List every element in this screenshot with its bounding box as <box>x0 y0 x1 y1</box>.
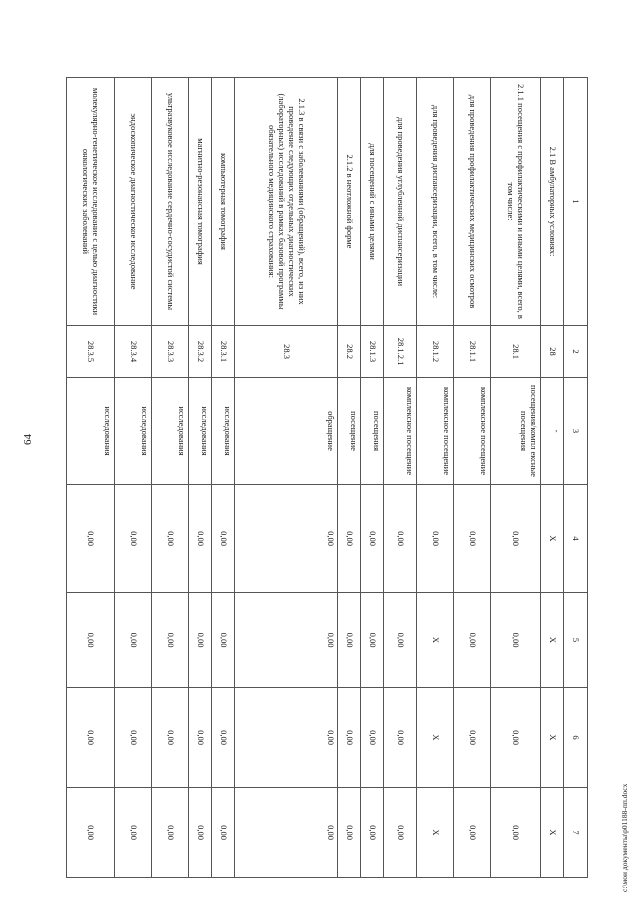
table-cell: исследования <box>152 378 189 485</box>
table-cell: 0,00 <box>491 593 541 688</box>
table-cell: X <box>417 593 454 688</box>
table-cell: 0,00 <box>152 788 189 878</box>
table-cell: 0,00 <box>67 593 115 688</box>
table-row <box>541 78 564 878</box>
table-cell: 0,00 <box>189 485 212 593</box>
table-cell: X <box>541 788 564 878</box>
table-cell: 0,00 <box>384 688 417 788</box>
header-cell: 2 <box>564 326 588 378</box>
table-cell: 0,00 <box>361 688 384 788</box>
table-cell: для проведения диспансеризации, всего, в том числе: <box>417 78 454 326</box>
table-cell: 28 <box>541 326 564 378</box>
rotated-table-container <box>81 77 588 877</box>
table-row <box>67 78 115 878</box>
table-cell: посещения/компл ексные посещения <box>491 378 541 485</box>
table-cell: 0,00 <box>235 593 338 688</box>
table-cell: 0,00 <box>235 688 338 788</box>
table-cell: 0,00 <box>491 688 541 788</box>
table-cell: 0,00 <box>361 593 384 688</box>
table-cell: 0,00 <box>338 688 361 788</box>
table-cell: 0,00 <box>152 485 189 593</box>
table-cell: для проведения профилактических медицинских осмотров <box>454 78 491 326</box>
table-cell: 0,00 <box>212 788 235 878</box>
table-row <box>491 78 541 878</box>
table-row <box>338 78 361 878</box>
table-row <box>417 78 454 878</box>
table-cell: 0,00 <box>384 788 417 878</box>
table-cell: 0,00 <box>212 593 235 688</box>
table-cell: X <box>417 788 454 878</box>
table-row <box>212 78 235 878</box>
table-cell: 0,00 <box>417 485 454 593</box>
table-cell: комплексное посещение <box>384 378 417 485</box>
table-cell: 0,00 <box>189 788 212 878</box>
table-row <box>454 78 491 878</box>
table-cell: компьютерная томография <box>212 78 235 326</box>
table-row <box>361 78 384 878</box>
table-cell: 28.1.1 <box>454 326 491 378</box>
table-cell: 2.1 В амбулаторных условиях: <box>541 78 564 326</box>
table-cell: эндоскопическое диагностическое исследование <box>115 78 152 326</box>
table-cell: 0,00 <box>67 688 115 788</box>
table-row <box>235 78 338 878</box>
table-cell: 28.1.3 <box>361 326 384 378</box>
table-cell: 28.2 <box>338 326 361 378</box>
table-cell: 0,00 <box>235 485 338 593</box>
table-cell: 0,00 <box>491 788 541 878</box>
table-cell: комплексное посещение <box>454 378 491 485</box>
table-cell: 0,00 <box>115 593 152 688</box>
table-cell: для проведения углубленной диспансеризации <box>384 78 417 326</box>
header-cell: 6 <box>564 688 588 788</box>
table-cell: 0,00 <box>454 485 491 593</box>
table-cell: 0,00 <box>361 485 384 593</box>
table-cell: 0,00 <box>384 593 417 688</box>
table-cell: X <box>541 593 564 688</box>
table-cell: 28.3.2 <box>189 326 212 378</box>
data-table <box>66 77 588 878</box>
table-cell: 28.3.4 <box>115 326 152 378</box>
table-cell: 0,00 <box>115 485 152 593</box>
table-cell: - <box>541 378 564 485</box>
footer-file-path: c:\мои документы\p01188-пп.docx <box>620 783 629 892</box>
table-cell: исследования <box>67 378 115 485</box>
table-cell: 2.1.3 в связи с заболеваниями (обращений), всего, из них проведение следующих отдельных диагностических (лабораторных) исследований в рамках базовой программы обязательного медицинского страхования: <box>235 78 338 326</box>
table-cell: 0,00 <box>152 688 189 788</box>
header-cell: 5 <box>564 593 588 688</box>
table-cell: 0,00 <box>361 788 384 878</box>
table-cell: для посещений с иными целями <box>361 78 384 326</box>
table-cell: 0,00 <box>115 688 152 788</box>
table-cell: 0,00 <box>338 593 361 688</box>
table-cell: 0,00 <box>338 788 361 878</box>
table-cell: исследования <box>189 378 212 485</box>
table-cell: 2.1.2 в неотложной форме <box>338 78 361 326</box>
table-cell: 0,00 <box>115 788 152 878</box>
table-cell: X <box>541 688 564 788</box>
table-cell: магнитно-резонансная томография <box>189 78 212 326</box>
header-cell: 1 <box>564 78 588 326</box>
table-cell: 28.1.2 <box>417 326 454 378</box>
table-cell: 0,00 <box>189 688 212 788</box>
table-cell: 0,00 <box>454 593 491 688</box>
table-cell: 0,00 <box>212 688 235 788</box>
table-cell: 0,00 <box>454 788 491 878</box>
table-row <box>189 78 212 878</box>
table-cell: 0,00 <box>454 688 491 788</box>
table-cell: 0,00 <box>384 485 417 593</box>
table-row <box>152 78 189 878</box>
table-cell: 0,00 <box>235 788 338 878</box>
table-cell: посещение <box>338 378 361 485</box>
table-cell: 0,00 <box>189 593 212 688</box>
table-cell: 28.3.3 <box>152 326 189 378</box>
table-cell: исследования <box>212 378 235 485</box>
page-number: 64 <box>22 434 34 445</box>
table-cell: комплексное посещение <box>417 378 454 485</box>
table-cell: посещения <box>361 378 384 485</box>
table-cell: 28.1 <box>491 326 541 378</box>
header-cell: 3 <box>564 378 588 485</box>
table-cell: молекулярно-генетическое исследование с целью диагностики онкологических заболеваний <box>67 78 115 326</box>
table-cell: 0,00 <box>67 485 115 593</box>
table-cell: обращение <box>235 378 338 485</box>
table-cell: 0,00 <box>491 485 541 593</box>
table-cell: 2.1.1 посещения с профилактическими и иными целями, всего, в том числе: <box>491 78 541 326</box>
table-cell: 28.3.1 <box>212 326 235 378</box>
table-cell: 0,00 <box>67 788 115 878</box>
table-cell: 28.1.2.1 <box>384 326 417 378</box>
header-cell: 7 <box>564 788 588 878</box>
header-cell: 4 <box>564 485 588 593</box>
table-cell: 0,00 <box>152 593 189 688</box>
table-cell: X <box>541 485 564 593</box>
table-row <box>384 78 417 878</box>
table-cell: 0,00 <box>212 485 235 593</box>
table-cell: 28.3.5 <box>67 326 115 378</box>
table-cell: 28.3 <box>235 326 338 378</box>
table-cell: 0,00 <box>338 485 361 593</box>
table-row <box>115 78 152 878</box>
table-cell: X <box>417 688 454 788</box>
table-cell: исследования <box>115 378 152 485</box>
header-row <box>564 78 588 878</box>
table-cell: ультразвуковое исследование сердечно-сосудистой системы <box>152 78 189 326</box>
